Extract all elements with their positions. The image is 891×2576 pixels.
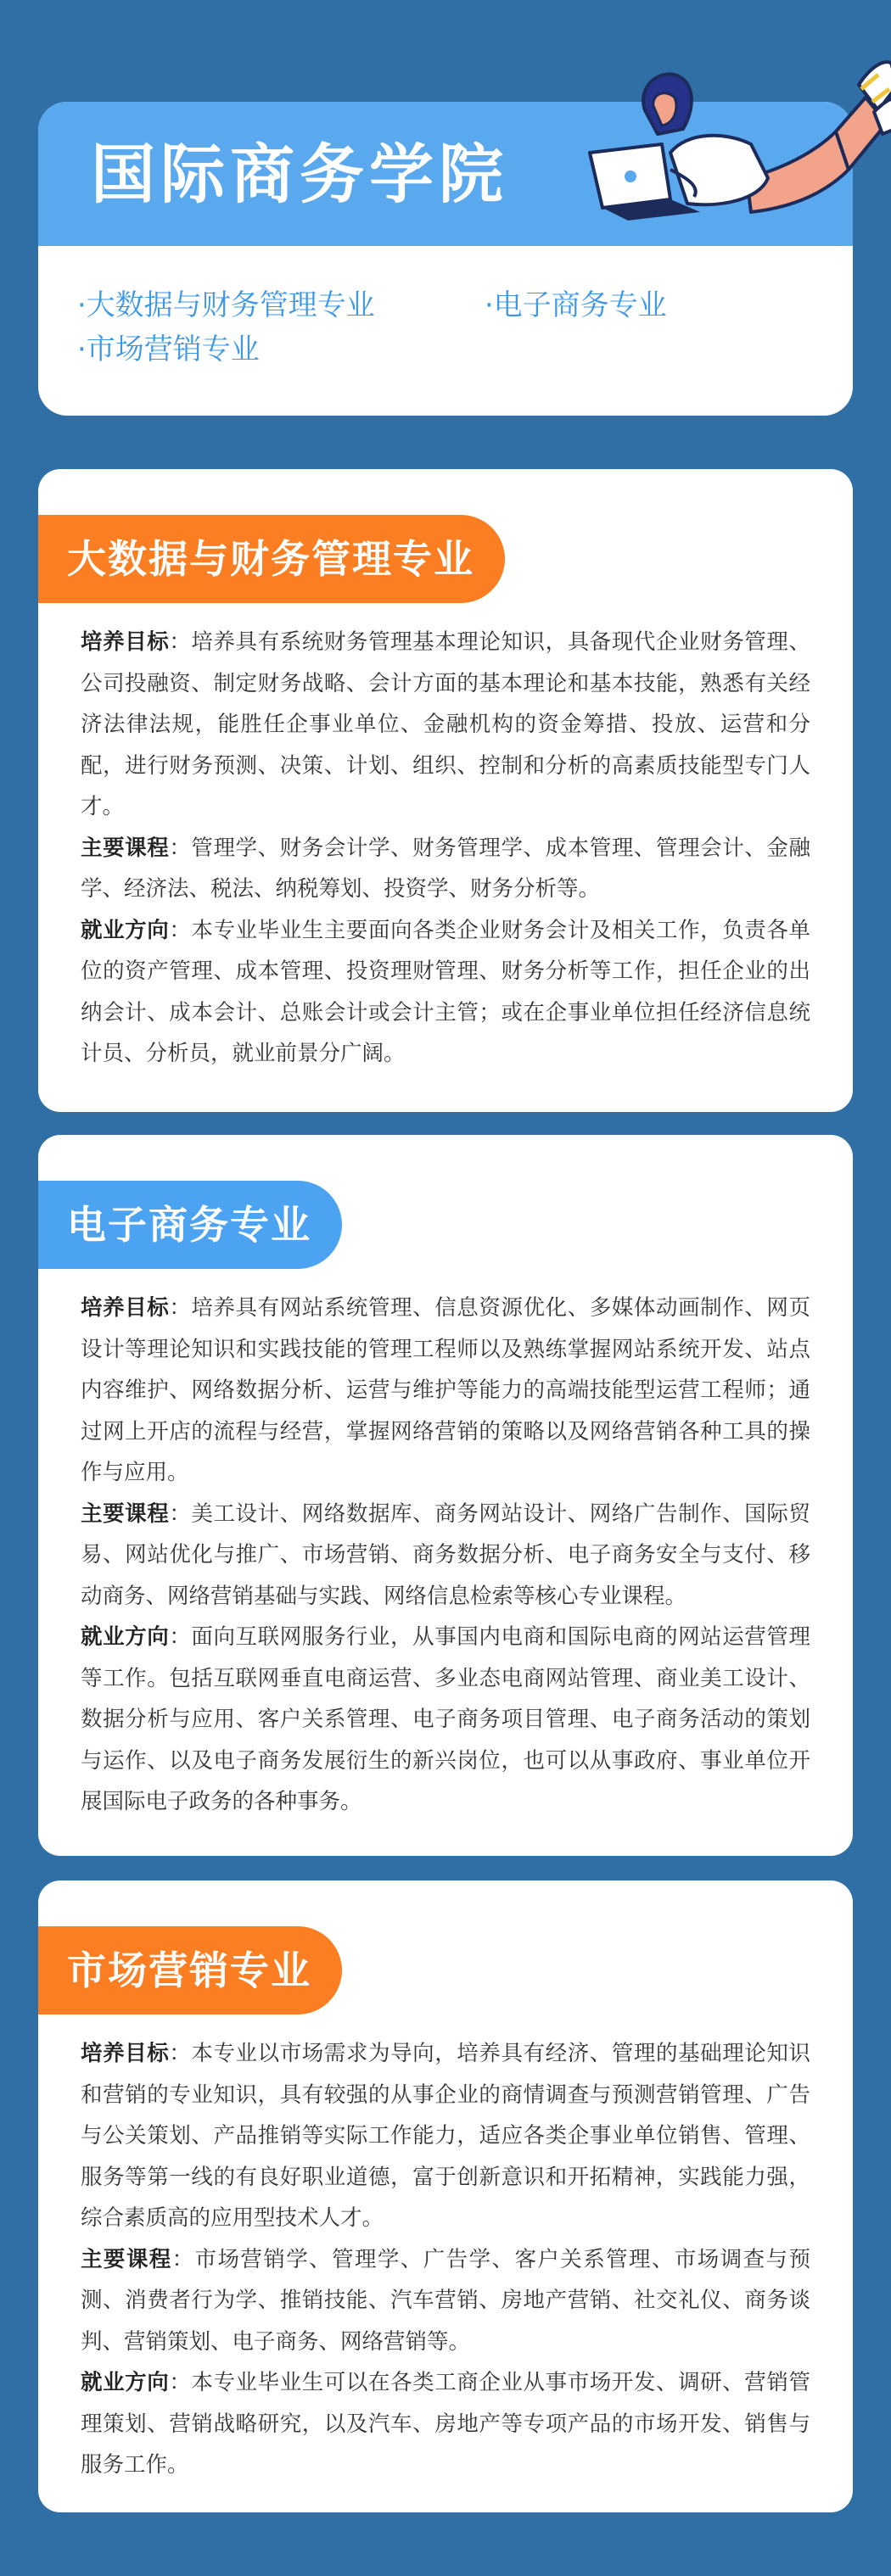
paragraph-text: 培养具有网站系统管理、信息资源优化、多媒体动画制作、网页设计等理论知识和实践技能的管理工程师以及熟练掌握网站系统开发、站点内容维护、网络数据分析、运营与维护等能力的高端技能型运营工程师；通过网上开店的流程与经营，掌握网络营销的策略以及网络营销各种工具的操作与应用。	[81, 1295, 810, 1485]
label-separator: ：	[169, 1295, 192, 1321]
paragraph-text: 本专业毕业生主要面向各类企业财务会计及相关工作，负责各单位的资产管理、成本管理、投资理财管理、财务分析等工作，担任企业的出纳会计、成本会计、总账会计或会计主管；或在企事业单位担任经济信息统计员、分析员，就业前景分广阔。	[81, 917, 810, 1066]
major-link-e-commerce[interactable]: ·电子商务专业	[485, 288, 667, 322]
paragraph-text: 培养具有系统财务管理基本理论知识，具备现代企业财务管理、公司投融资、制定财务战略、会计方面的基本理论和基本技能，熟悉有关经济法律法规，能胜任企事业单位、金融机构的资金筹措、投放、运营和分配，进行财务预测、决策、计划、组织、控制和分析的高素质技能型专门人才。	[81, 629, 810, 819]
label-separator: ：	[171, 2246, 195, 2272]
major-card-e-commerce	[38, 1135, 853, 1856]
section-body	[81, 622, 810, 1075]
paragraph-label: 培养目标	[81, 629, 170, 655]
paragraph-label: 主要课程	[81, 1500, 170, 1527]
paragraph-text: 本专业毕业生可以在各类工商企业从事市场开发、调研、营销管理策划、营销战略研究，以及汽车、房地产等专项产品的市场开发、销售与服务工作。	[81, 2370, 810, 2478]
label-separator: ：	[169, 835, 192, 861]
paragraph-label: 主要课程	[81, 2246, 172, 2272]
paragraph-label: 就业方向	[81, 2370, 170, 2395]
career-direction-paragraph	[81, 2362, 810, 2486]
paragraph-text: 管理学、财务会计学、财务管理学、成本管理、管理会计、金融学、经济法、税法、纳税筹划、投资学、财务分析等。	[81, 835, 810, 902]
paragraph-text: 本专业以市场需求为导向，培养具有经济、管理的基础理论知识和营销的专业知识，具有较强的从事企业的商情调查与预测营销管理、广告与公关策划、产品推销等实际工作能力，适应各类企事业单位销售、管理、服务等第一线的有良好职业道德，富于创新意识和开拓精神，实践能力强，综合素质高的应用型技术人才。	[81, 2041, 810, 2231]
major-card-marketing	[38, 1880, 853, 2512]
label-separator: ：	[169, 2041, 192, 2066]
label-separator: ：	[169, 629, 192, 655]
main-courses-paragraph	[81, 828, 810, 910]
paragraph-label: 就业方向	[81, 1624, 170, 1650]
major-link-big-data-finance[interactable]: ·大数据与财务管理专业	[77, 288, 375, 322]
label-separator: ：	[169, 2370, 192, 2395]
paragraph-text: 美工设计、网络数据库、商务网站设计、网络广告制作、国际贸易、网站优化与推广、市场营销、商务数据分析、电子商务安全与支付、移动商务、网络营销基础与实践、网络信息检索等核心专业课程。	[81, 1500, 810, 1609]
section-title: 大数据与财务管理专业	[38, 515, 505, 603]
paragraph-label: 培养目标	[81, 1295, 170, 1321]
label-separator: ：	[169, 1500, 192, 1527]
paragraph-label: 培养目标	[81, 2041, 170, 2066]
college-title: 国际商务学院	[91, 137, 508, 212]
section-title: 电子商务专业	[38, 1181, 342, 1269]
training-goal-paragraph	[81, 622, 810, 828]
paragraph-text: 面向互联网服务行业，从事国内电商和国际电商的网站运营管理等工作。包括互联网垂直电商运营、多业态电商网站管理、商业美工设计、数据分析与应用、客户关系管理、电子商务项目管理、电子商务活动的策划与运作、以及电子商务发展衍生的新兴岗位，也可以从事政府、事业单位开展国际电子政务的各种事务。	[81, 1624, 810, 1814]
paragraph-label: 主要课程	[81, 835, 170, 861]
paragraph-text: 市场营销学、管理学、广告学、客户关系管理、市场调查与预测、消费者行为学、推销技能、汽车营销、房地产营销、社交礼仪、商务谈判、营销策划、电子商务、网络营销等。	[81, 2246, 810, 2355]
label-separator: ：	[169, 1624, 192, 1650]
section-title: 市场营销专业	[38, 1926, 342, 2014]
main-courses-paragraph	[81, 2239, 810, 2363]
major-card-big-data-finance	[38, 469, 853, 1112]
label-separator: ：	[169, 917, 192, 943]
major-link-marketing[interactable]: ·市场营销专业	[77, 332, 260, 366]
student-laptop-illustration	[543, 51, 891, 271]
career-direction-paragraph	[81, 1617, 810, 1823]
paragraph-label: 就业方向	[81, 917, 170, 943]
section-body	[81, 2033, 810, 2486]
main-courses-paragraph	[81, 1494, 810, 1618]
training-goal-paragraph	[81, 1288, 810, 1494]
section-body	[81, 1288, 810, 1823]
training-goal-paragraph	[81, 2033, 810, 2239]
career-direction-paragraph	[81, 910, 810, 1075]
